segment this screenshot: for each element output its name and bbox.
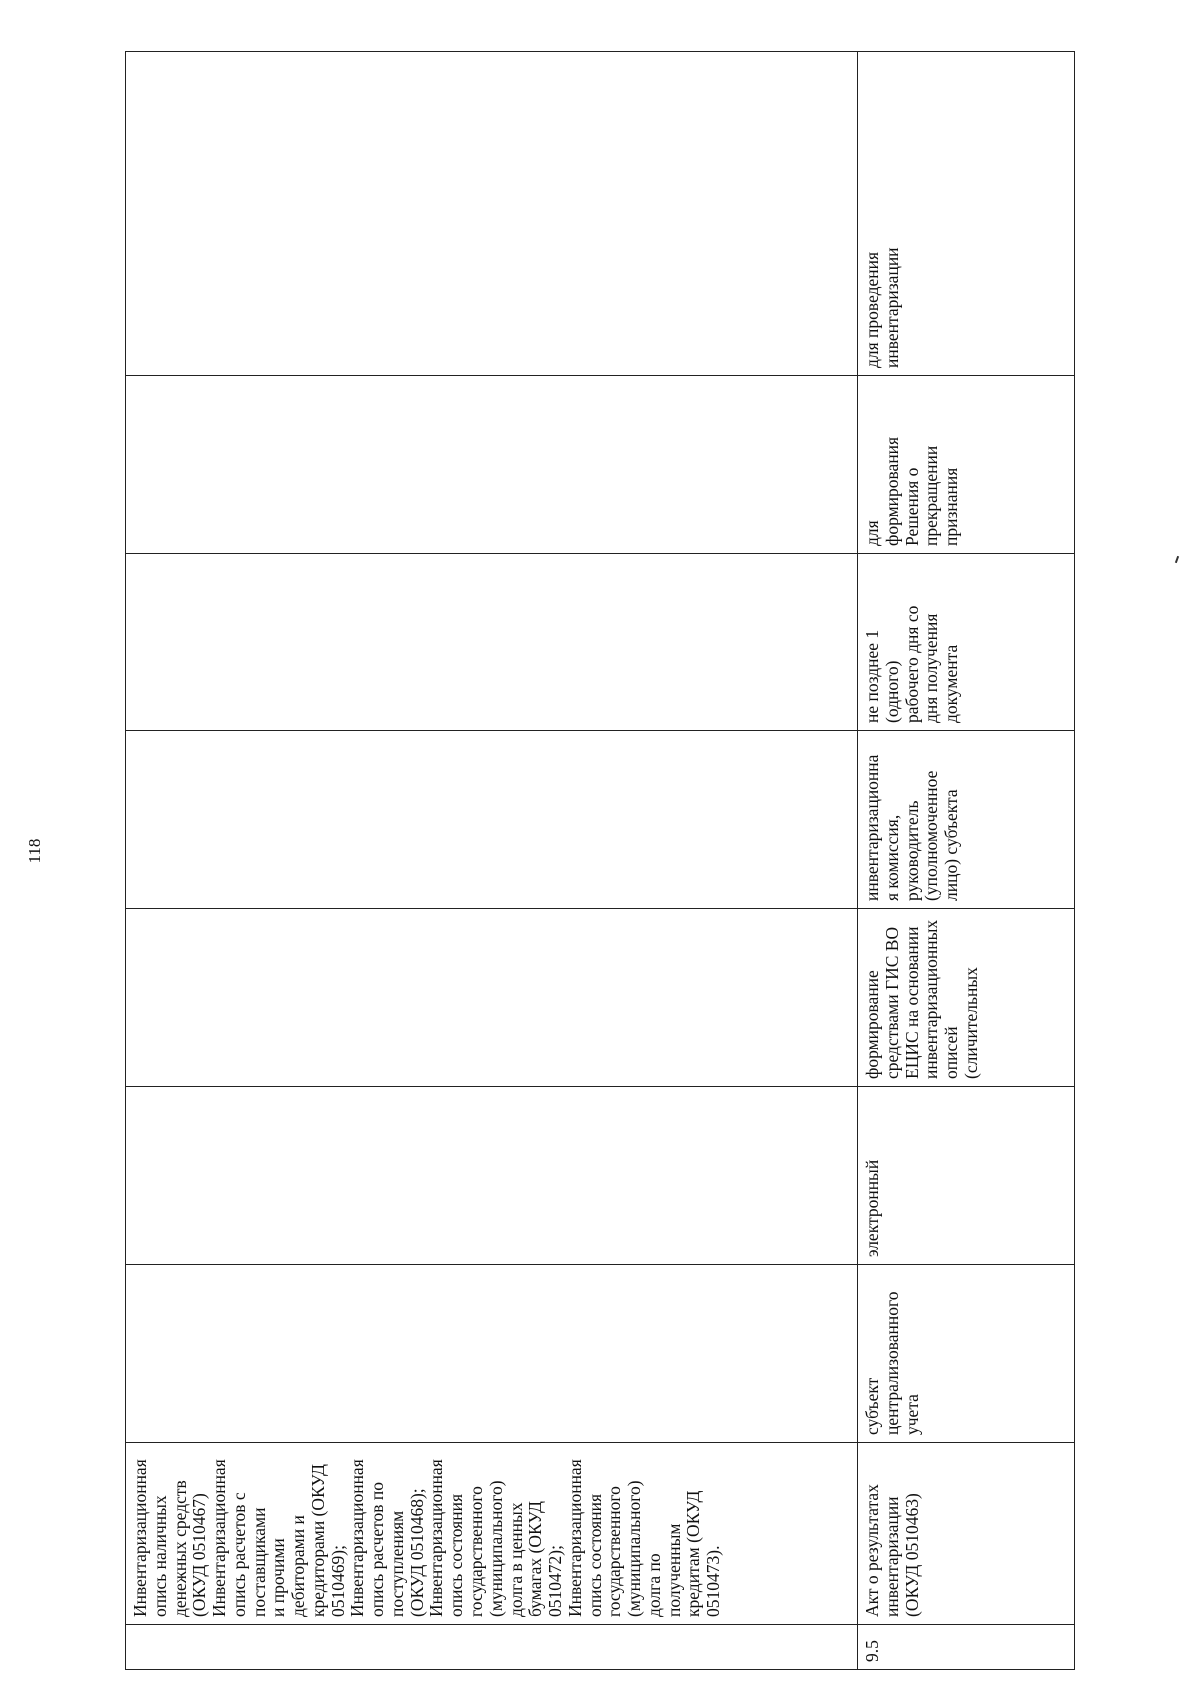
cell-responsible (126, 1265, 858, 1443)
cell-number (126, 1625, 858, 1670)
cell-deadline: не позднее 1 (одного) рабочего дня со дня получения документа (858, 554, 1075, 731)
document-table (125, 51, 1075, 1670)
rotated-table-container (125, 52, 1075, 1670)
cell-number: 9.5 (858, 1625, 1075, 1670)
cell-document-name: Инвентаризационная опись наличных денежных средств (ОКУД 0510467) Инвентаризационная опись расчетов с поставщиками и прочими дебиторами и кредиторами (ОКУД 0510469); Инвентаризационная опись расчетов по поступлениям (ОКУД 0510468); Инвентаризационная опись состояния государственного (муниципального) долга в ценных бумагах (ОКУД 0510472); Инвентаризационная опись состояния государственного (муниципального) долга по полученным кредитам (ОКУД 0510473). (126, 1443, 858, 1625)
cell-signer: инвентаризационна я комиссия, руководитель (уполномоченное лицо) субъекта (858, 731, 1075, 909)
page-number: 118 (25, 838, 44, 864)
cell-note: для проведения инвентаризации (858, 52, 1075, 376)
cell-signer (126, 731, 858, 909)
cell-purpose (126, 376, 858, 554)
table-row-9-5 (858, 52, 1075, 1670)
scan-speck-mark (1175, 556, 1179, 563)
cell-format: электронный (858, 1087, 1075, 1265)
cell-deadline (126, 554, 858, 731)
cell-responsible: субъект централизованного учета (858, 1265, 1075, 1443)
cell-purpose: для формирования Решения о прекращении признания (858, 376, 1075, 554)
cell-procedure: формирование средствами ГИС ВО ЕЦИС на основании инвентаризационных описей (сличительных (858, 909, 1075, 1087)
table-row-continuation (126, 52, 858, 1670)
cell-note (126, 52, 858, 376)
cell-procedure (126, 909, 858, 1087)
cell-format (126, 1087, 858, 1265)
cell-document-name: Акт о результатах инвентаризации (ОКУД 0510463) (858, 1443, 1075, 1625)
